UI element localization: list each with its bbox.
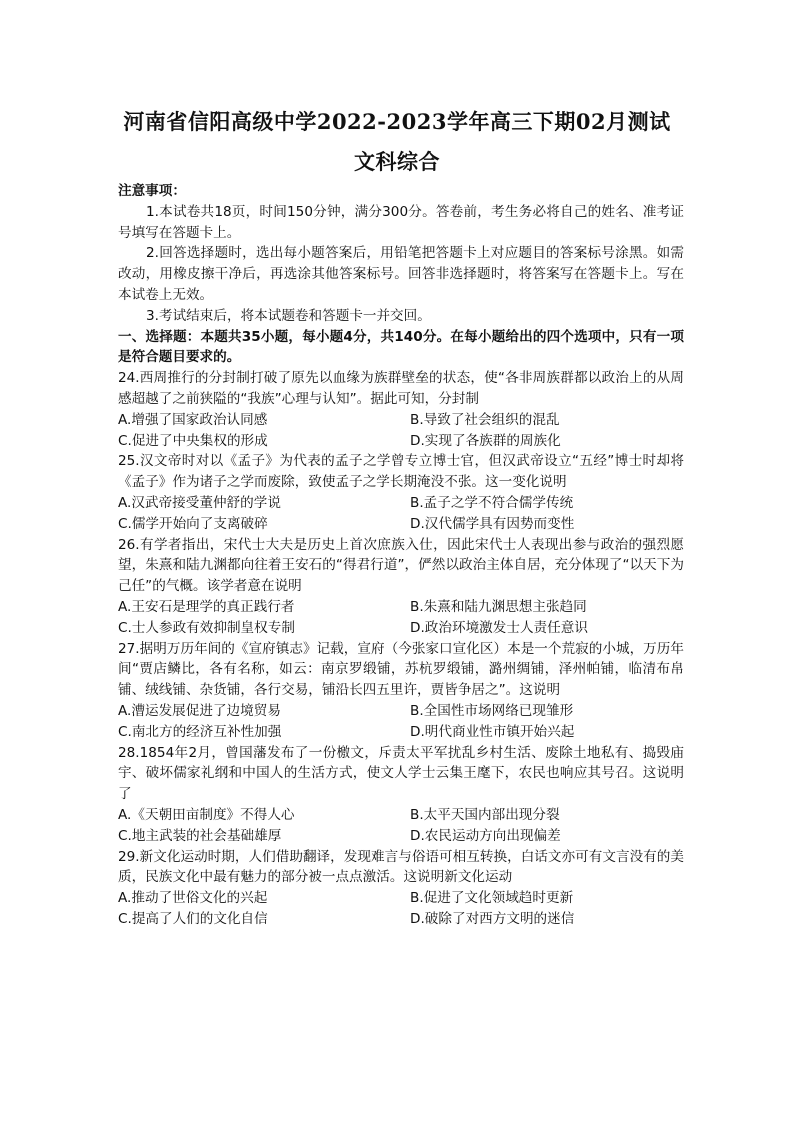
option-b: B.太平天国内部出现分裂	[410, 806, 560, 823]
question-stem: 26.有学者指出，宋代士大夫是历史上首次庶族入仕，因此宋代士人表现出参与政治的强烈愿望，朱熹和陆九渊都向往着王安石的“得君行道”，俨然以政治主体自居，充分体现了“以天下为己任”的气概。该学者意在说明	[118, 536, 684, 595]
question-27	[118, 639, 684, 743]
option-a: A.王安石是理学的真正践行者	[118, 598, 295, 615]
question-25	[118, 451, 684, 534]
notice-heading: 注意事项：	[118, 183, 186, 199]
option-d: D.明代商业性市镇开始兴起	[410, 723, 575, 740]
option-a: A.《天朝田亩制度》不得人心	[118, 806, 295, 823]
question-options	[118, 805, 684, 847]
option-d: D.汉代儒学具有因势而变性	[410, 515, 575, 532]
option-b: B.导致了社会组织的混乱	[410, 411, 560, 428]
section-heading: 一、选择题：本题共35小题，每小题4分，共140分。在每小题给出的四个选项中，只有一项是符合题目要求的。	[118, 328, 684, 366]
option-d: D.破除了对西方文明的迷信	[410, 910, 575, 927]
option-a: A.漕运发展促进了边境贸易	[118, 702, 281, 719]
option-c: C.南北方的经济互补性加强	[118, 723, 282, 740]
question-stem: 27.据明万历年间的《宣府镇志》记载，宣府（今张家口宣化区）本是一个荒寂的小城，万历年间“贾店鳞比，各有名称，如云：南京罗缎铺，苏杭罗缎铺，潞州绸铺，泽州帕铺，临清布帛铺、绒线铺、杂货铺，各行交易，铺沿长四五里许，贾皆争居之”。这说明	[118, 640, 684, 699]
question-26	[118, 535, 684, 639]
option-b: B.促进了文化领域趋时更新	[410, 890, 574, 907]
option-c: C.促进了中央集权的形成	[118, 432, 268, 449]
question-29	[118, 847, 684, 930]
exam-content	[118, 181, 684, 930]
question-stem: 28.1854年2月，曾国藩发布了一份檄文，斥责太平军扰乱乡村生活、废除土地私有、捣毁庙宇、破坏儒家礼纲和中国人的生活方式，使文人学士云集王麾下，农民也响应其号召。这说明了	[118, 744, 684, 803]
question-options	[118, 597, 684, 639]
option-c: C.儒学开始向了支离破碎	[118, 515, 268, 532]
notice-item: 1.本试卷共18页，时间150分钟，满分300分。答卷前，考生务必将自己的姓名、准考证号填写在答题卡上。	[118, 203, 684, 241]
option-d: D.实现了各族群的周族化	[410, 432, 561, 449]
option-c: C.地主武装的社会基础雄厚	[118, 827, 282, 844]
question-options	[118, 701, 684, 743]
option-b: B.全国性市场网络已现雏形	[410, 702, 574, 719]
option-d: D.农民运动方向出现偏差	[410, 827, 561, 844]
option-d: D.政治环境激发士人责任意识	[410, 619, 588, 636]
question-stem: 25.汉文帝时对以《孟子》为代表的孟子之学曾专立博士官，但汉武帝设立“五经”博士时却将《孟子》作为诸子之学而废除，致使孟子之学长期淹没不张。这一变化说明	[118, 453, 684, 491]
notice-item: 2.回答选择题时，选出每小题答案后，用铅笔把答题卡上对应题目的答案标号涂黑。如需改动，用橡皮擦干净后，再选涂其他答案标号。回答非选择题时，将答案写在答题卡上。写在本试卷上无效。	[118, 245, 684, 303]
option-b: B.朱熹和陆九渊思想主张趋同	[410, 598, 587, 615]
exam-subject: 文科综合	[354, 149, 440, 174]
question-options	[118, 888, 684, 930]
exam-title: 河南省信阳高级中学2022-2023学年高三下期02月测试	[123, 109, 671, 134]
option-a: A.汉武帝接受董仲舒的学说	[118, 494, 281, 511]
notice-item: 3.考试结束后，将本试题卷和答题卡一并交回。	[146, 307, 431, 324]
question-options	[118, 493, 684, 535]
option-c: C.提高了人们的文化自信	[118, 910, 268, 927]
option-a: A.增强了国家政治认同感	[118, 411, 268, 428]
option-b: B.孟子之学不符合儒学传统	[410, 494, 574, 511]
option-c: C.士人参政有效抑制皇权专制	[118, 619, 295, 636]
option-a: A.推动了世俗文化的兴起	[118, 890, 268, 907]
question-stem: 29.新文化运动时期，人们借助翻译，发现难言与俗语可相互转换，白话文亦可有文言没有的美质，民族文化中最有魅力的部分被一点点激活。这说明新文化运动	[118, 848, 684, 886]
question-options	[118, 410, 684, 452]
question-28	[118, 743, 684, 847]
question-24	[118, 368, 684, 451]
question-stem: 24.西周推行的分封制打破了原先以血缘为族群壁垒的状态，使“各非周族群都以政治上的从周感超越了之前狭隘的“我族”心理与认知”。据此可知，分封制	[118, 370, 684, 407]
